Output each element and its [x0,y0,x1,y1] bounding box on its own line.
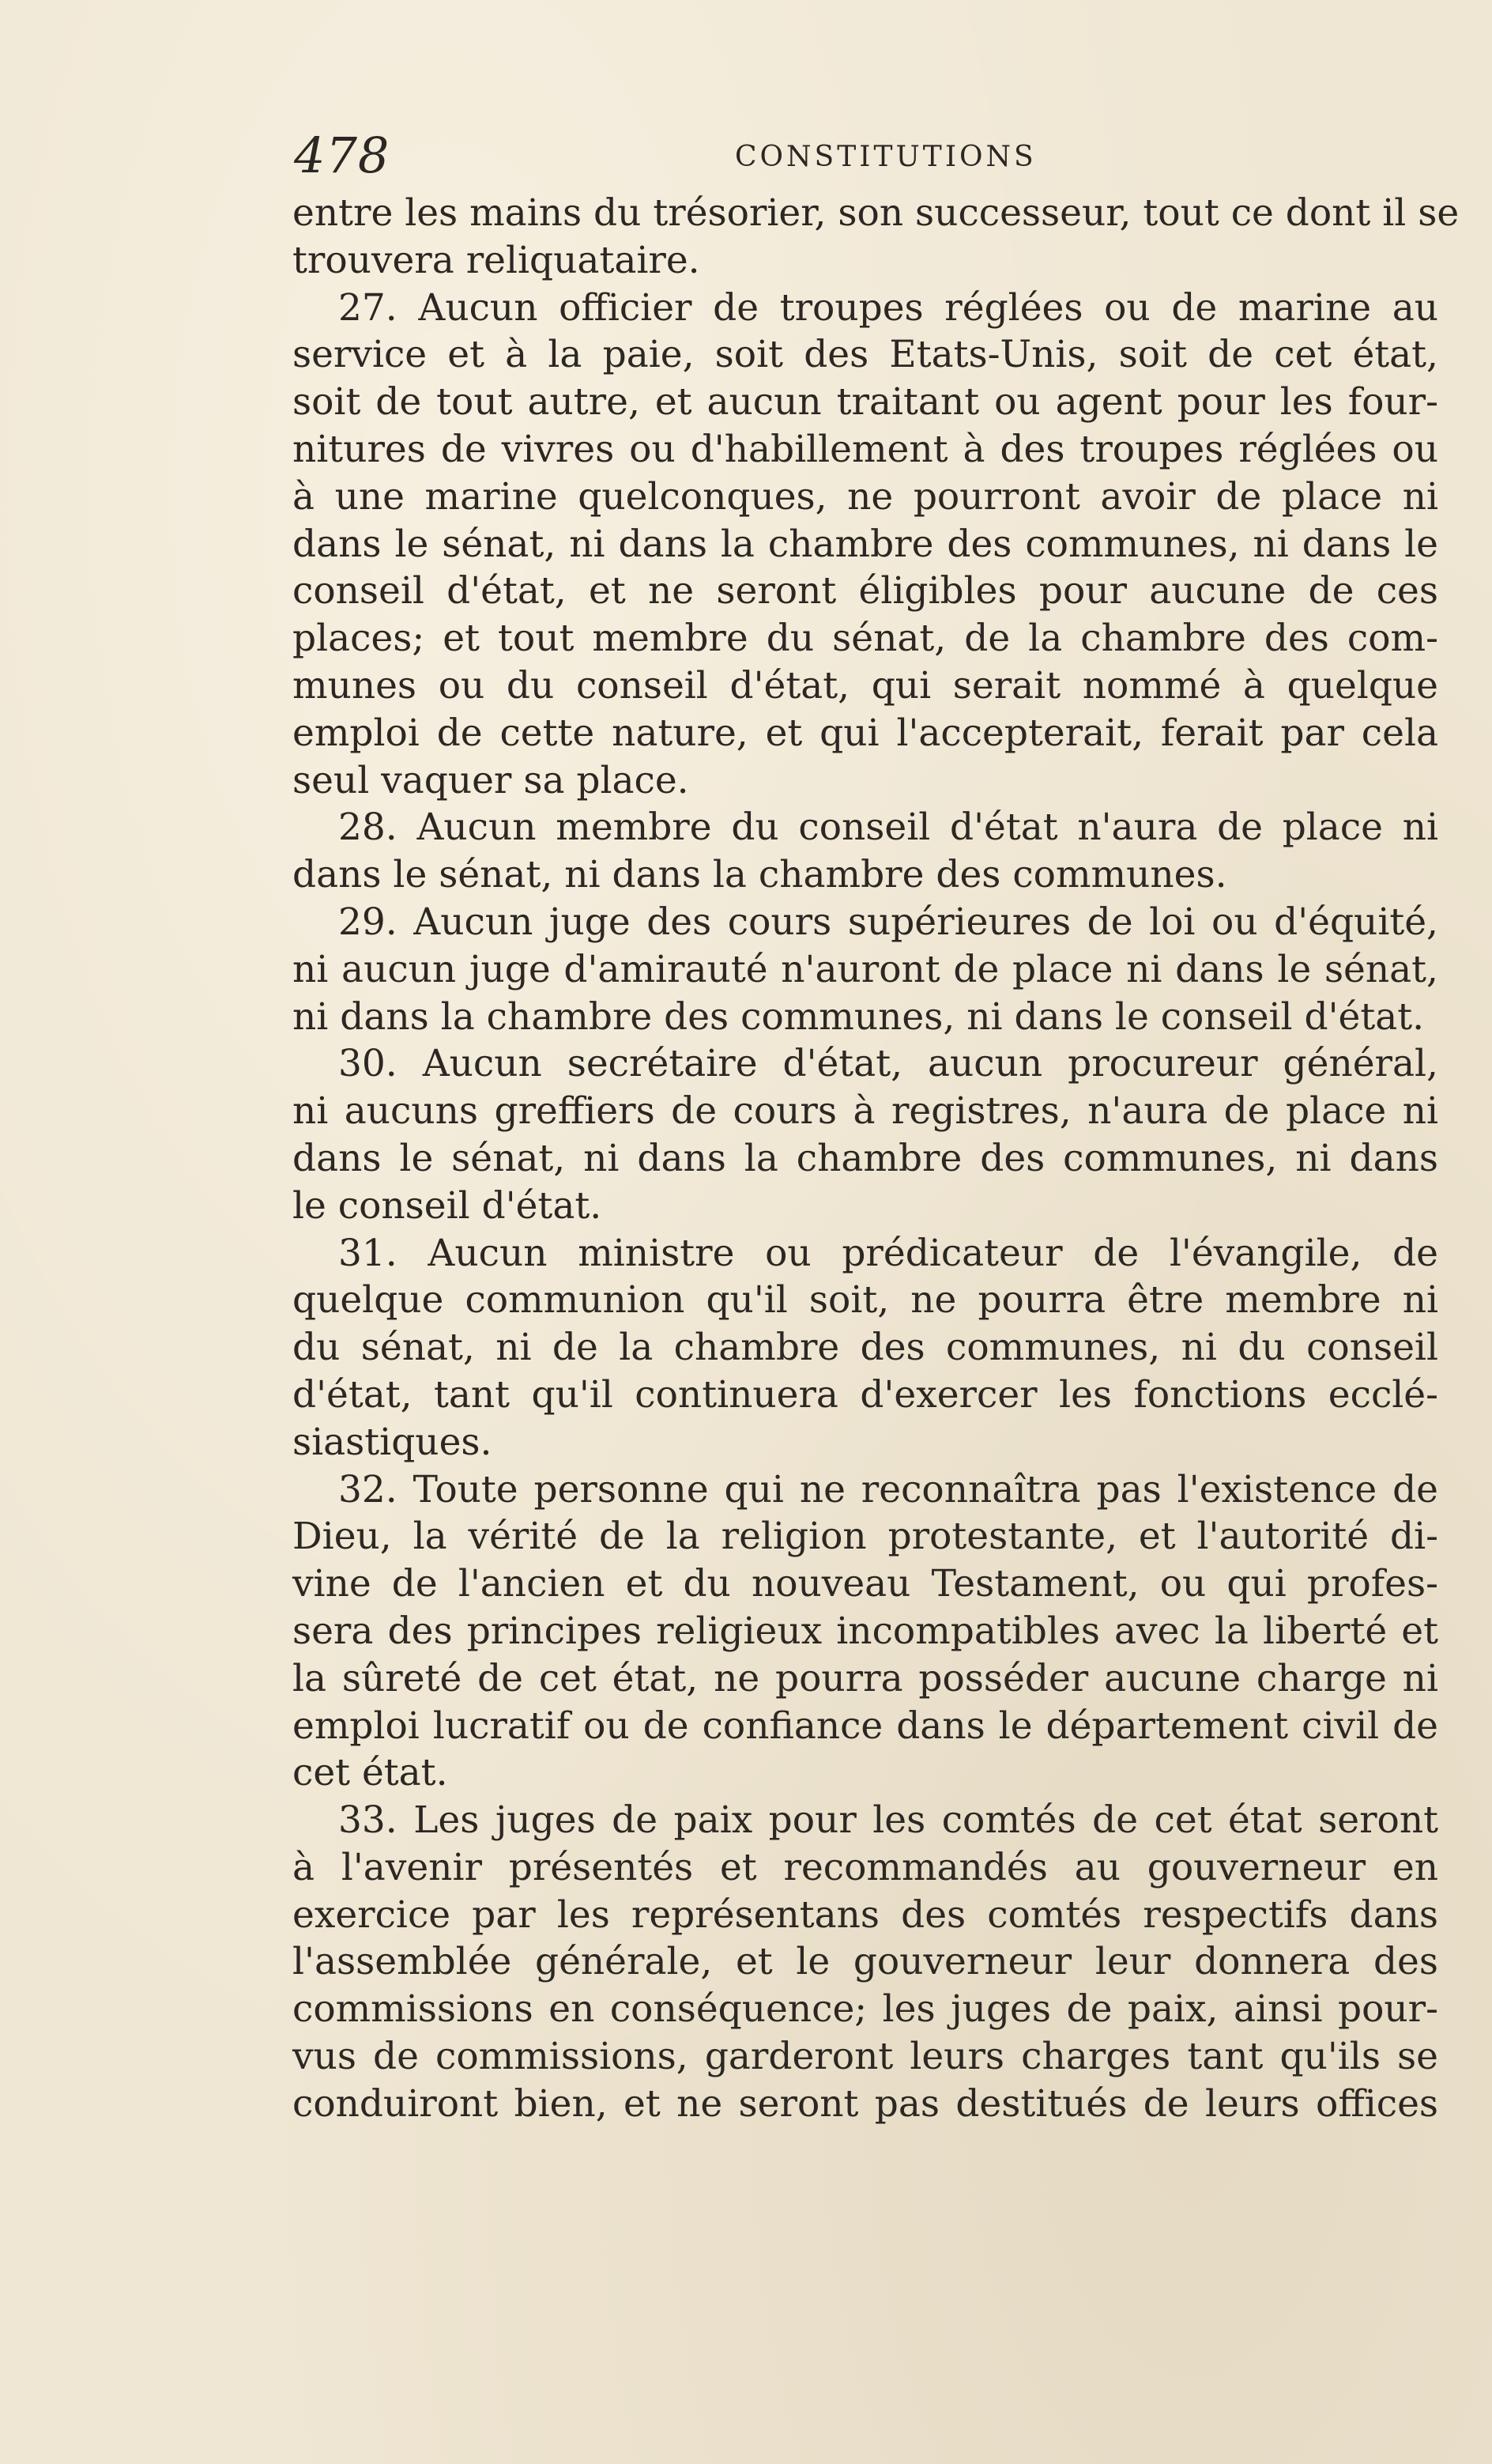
text-line: munes ou du conseil d'état, qui serait nommé à quelque [292,663,1438,708]
text-line: 28. Aucun membre du conseil d'état n'aura de place ni [338,806,1438,850]
text-line: à l'avenir présentés et recommandés au gouverneur en [292,1845,1438,1889]
text-line: ni dans la chambre des communes, ni dans le conseil d'état. [292,994,1425,1039]
text-line: d'état, tant qu'il continuera d'exercer les fonctions ecclé- [292,1372,1438,1417]
text-line: 27. Aucun officier de troupes réglées ou de marine au [338,285,1438,330]
running-title: CONSTITUTIONS [735,141,1037,173]
text-line: soit de tout autre, et aucun traitant ou agent pour les four- [292,380,1438,425]
text-line: vine de l'ancien et du nouveau Testament, ou qui profes- [292,1562,1438,1606]
text-line: 30. Aucun secrétaire d'état, aucun procureur général, [338,1042,1438,1086]
text-line: le conseil d'état. [292,1183,602,1228]
text-line: dans le sénat, ni dans la chambre des communes, ni dans [292,1136,1438,1180]
text-line: 33. Les juges de paix pour les comtés de cet état seront [338,1798,1438,1843]
text-line: nitures de vivres ou d'habillement à des troupes réglées ou [292,427,1438,471]
text-line: à une marine quelconques, ne pourront avoir de place ni [292,474,1438,519]
text-line: ni aucun juge d'amirauté n'auront de place ni dans le sénat, [292,947,1438,991]
text-line: trouvera reliquataire. [292,238,700,282]
text-line: siastiques. [292,1420,492,1464]
text-line: seul vaquer sa place. [292,758,689,802]
text-line: conseil d'état, et ne seront éligibles pour aucune de ces [292,569,1438,613]
text-line: 29. Aucun juge des cours supérieures de loi ou d'équité, [338,900,1438,944]
text-line: exercice par les représentans des comtés respectifs dans [292,1892,1438,1937]
text-line: 32. Toute personne qui ne reconnaîtra pas l'existence de [338,1467,1438,1511]
text-line: 31. Aucun ministre ou prédicateur de l'évangile, de [338,1231,1438,1275]
text-line: du sénat, ni de la chambre des communes, ni du conseil [292,1326,1438,1370]
text-line: Dieu, la vérité de la religion protestante, et l'autorité di- [292,1515,1438,1559]
text-line: la sûreté de cet état, ne pourra posséder aucune charge ni [292,1656,1438,1700]
text-line: quelque communion qu'il soit, ne pourra être membre ni [292,1278,1438,1323]
page-number: 478 [294,126,390,184]
running-head [292,126,1438,190]
text-line: l'assemblée générale, et le gouverneur leur donnera des [292,1940,1438,1984]
text-line: entre les mains du trésorier, son successeur, tout ce dont il se [292,191,1460,235]
text-line: dans le sénat, ni dans la chambre des communes, ni dans le [292,522,1438,566]
text-line: emploi lucratif ou de confiance dans le département civil de [292,1704,1438,1748]
text-line: commissions en conséquence; les juges de paix, ainsi pour- [292,1987,1438,2032]
book-page [292,126,1460,2128]
text-line: dans le sénat, ni dans la chambre des communes. [292,853,1227,897]
text-line: ni aucuns greffiers de cours à registres, n'aura de place ni [292,1089,1438,1134]
text-line: cet état. [292,1751,448,1795]
text-line: vus de commissions, garderont leurs charges tant qu'ils se [292,2035,1438,2079]
text-line: emploi de cette nature, et qui l'accepterait, ferait par cela [292,711,1438,755]
text-line: conduiront bien, et ne seront pas destitués de leurs offices [292,2081,1438,2126]
body-text [292,190,1460,2128]
text-line: sera des principes religieux incompatibles avec la liberté et [292,1609,1438,1653]
text-line: places; et tout membre du sénat, de la chambre des com- [292,617,1438,661]
text-line: service et à la paie, soit des Etats-Unis, soit de cet état, [292,333,1438,377]
